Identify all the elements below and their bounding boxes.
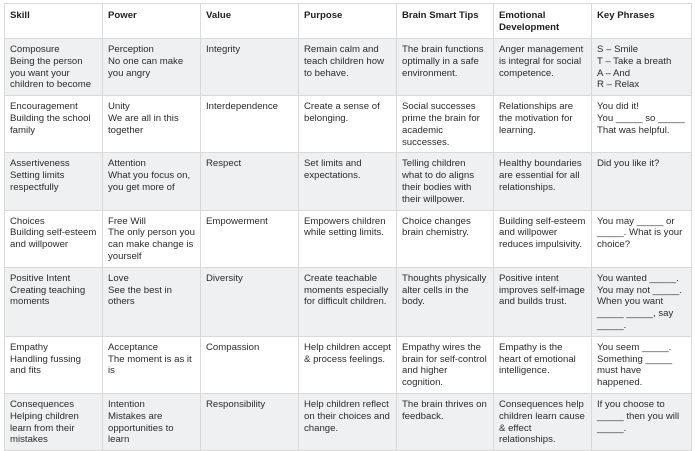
- cell-text-line: Building self-esteem and willpower: [10, 227, 97, 251]
- brain-smart-tip-cell: [397, 210, 494, 267]
- brain-smart-tip-cell: [397, 96, 494, 153]
- cell-text-line: Building self-esteem and willpower reduces impulsivity.: [499, 215, 586, 251]
- cell-text-line: Responsibility: [206, 398, 266, 410]
- cell-text-line: The only person you can make change is yourself: [108, 227, 195, 262]
- header-emotional-development: Emotional Development: [494, 4, 592, 39]
- cell-text-line: Help children accept & process feelings.: [304, 341, 391, 365]
- key-phrases-cell: [592, 267, 692, 336]
- value-cell: [201, 393, 299, 450]
- table-row: [5, 96, 692, 153]
- key-phrases-cell: [592, 39, 692, 96]
- table-row: [5, 336, 692, 393]
- value-cell: [201, 336, 299, 393]
- cell-text-line: Intention: [108, 398, 145, 410]
- cell-text-line: The moment is as it is: [108, 353, 192, 377]
- cell-text-line: Choices: [10, 215, 45, 227]
- table-row: [5, 393, 692, 450]
- key-phrases-cell: [592, 153, 692, 210]
- cell-text-line: R – Relax: [597, 79, 640, 91]
- value-cell: [201, 210, 299, 267]
- purpose-cell: [299, 210, 397, 267]
- table-header: [5, 4, 692, 39]
- table-row: [5, 210, 692, 267]
- emotional-development-cell: [494, 336, 592, 393]
- skill-cell: [5, 267, 103, 336]
- cell-text-line: Empathy: [10, 341, 48, 353]
- brain-smart-tip-cell: [397, 267, 494, 336]
- cell-text-line: Empowers children while setting limits.: [304, 215, 386, 239]
- cell-text-line: Diversity: [206, 272, 243, 284]
- table-row: [5, 153, 692, 210]
- power-cell: [103, 153, 201, 210]
- cell-text-line: Consequences help children learn cause & effect relationships.: [499, 398, 585, 446]
- value-cell: [201, 39, 299, 96]
- skill-cell: [5, 153, 103, 210]
- cell-text-line: Encouragement: [10, 101, 78, 113]
- cell-text-line: Choice changes brain chemistry.: [402, 215, 471, 239]
- cell-text-line: Compassion: [206, 341, 260, 353]
- key-phrases-cell: [592, 210, 692, 267]
- cell-text-line: That was helpful.: [597, 124, 670, 136]
- brain-smart-tip-cell: [397, 336, 494, 393]
- table-row: [5, 267, 692, 336]
- cell-text-line: Building the school family: [10, 112, 91, 136]
- cell-text-line: Anger management is integral for social competence.: [499, 44, 584, 79]
- power-cell: [103, 393, 201, 450]
- cell-text-line: Empathy is the heart of emotional intelligence.: [499, 341, 576, 377]
- header-brain-smart-tips: Brain Smart Tips: [397, 4, 494, 39]
- header-key-phrases: Key Phrases: [592, 4, 692, 39]
- header-purpose: Purpose: [299, 4, 397, 39]
- cell-text-line: A – And: [597, 67, 631, 79]
- purpose-cell: [299, 393, 397, 450]
- cell-text-line: Create teachable moments especially for difficult children.: [304, 272, 389, 308]
- cell-text-line: Love: [108, 272, 129, 284]
- cell-text-line: Attention: [108, 158, 146, 170]
- key-phrases-cell: [592, 393, 692, 450]
- skill-cell: [5, 393, 103, 450]
- cell-text-line: What you focus on, you get more of: [108, 170, 191, 193]
- emotional-development-cell: [494, 153, 592, 210]
- cell-text-line: You may _____ or _____. What is your choice?: [597, 215, 683, 251]
- cell-text-line: Relationships are the motivation for learning.: [499, 101, 574, 136]
- cell-text-line: See the best in others: [108, 284, 173, 308]
- power-cell: [103, 210, 201, 267]
- power-cell: [103, 336, 201, 393]
- cell-text-line: Creating teaching moments: [10, 284, 86, 308]
- cell-text-line: S – Smile: [597, 44, 639, 55]
- cell-text-line: Being the person you want your children to become: [10, 55, 92, 91]
- cell-text-line: Composure: [10, 44, 60, 55]
- cell-text-line: Positive intent improves self-image and builds trust.: [499, 272, 585, 308]
- skill-cell: [5, 210, 103, 267]
- cell-text-line: Empowerment: [206, 215, 268, 227]
- emotional-development-cell: [494, 393, 592, 450]
- emotional-development-cell: [494, 210, 592, 267]
- brain-smart-tip-cell: [397, 153, 494, 210]
- cell-text-line: Telling children what to do aligns their bodies with their willpower.: [402, 158, 474, 205]
- cell-text-line: Remain calm and teach children how to behave.: [304, 44, 384, 79]
- emotional-development-cell: [494, 39, 592, 96]
- purpose-cell: [299, 96, 397, 153]
- cell-text-line: Acceptance: [108, 341, 159, 353]
- cell-text-line: You seem _____.: [597, 341, 672, 353]
- cell-text-line: Empathy wires the brain for self-control and higher cognition.: [402, 341, 487, 389]
- key-phrases-cell: [592, 336, 692, 393]
- cell-text-line: Positive Intent: [10, 272, 71, 284]
- purpose-cell: [299, 336, 397, 393]
- cell-text-line: T – Take a breath: [597, 55, 672, 67]
- purpose-cell: [299, 267, 397, 336]
- conscious-discipline-skills-table: [4, 3, 692, 451]
- cell-text-line: Set limits and expectations.: [304, 158, 362, 182]
- cell-text-line: You wanted _____. You may not _____. When you want _____ _____, say _____.: [597, 272, 682, 331]
- cell-text-line: Something _____ must have happened.: [597, 353, 673, 389]
- skill-cell: [5, 336, 103, 393]
- table-row: [5, 39, 692, 96]
- cell-text-line: Thoughts physically alter cells in the body.: [402, 272, 487, 308]
- purpose-cell: [299, 39, 397, 96]
- key-phrases-cell: [592, 96, 692, 153]
- cell-text-line: The brain functions optimally in a safe environment.: [402, 44, 484, 79]
- header-value: Value: [201, 4, 299, 39]
- cell-text-line: If you choose to _____ then you will _____.: [597, 398, 680, 434]
- cell-text-line: Unity: [108, 101, 130, 113]
- cell-text-line: Helping children learn from their mistakes: [10, 410, 79, 446]
- value-cell: [201, 96, 299, 153]
- cell-text-line: We are all in this together: [108, 112, 179, 136]
- skill-cell: [5, 39, 103, 96]
- cell-text-line: The brain thrives on feedback.: [402, 398, 487, 422]
- power-cell: [103, 39, 201, 96]
- cell-text-line: Respect: [206, 158, 242, 170]
- cell-text-line: No one can make you angry: [108, 55, 184, 79]
- cell-text-line: Healthy boundaries are essential for all relationships.: [499, 158, 582, 193]
- value-cell: [201, 153, 299, 210]
- cell-text-line: You _____ so _____: [597, 112, 685, 124]
- emotional-development-cell: [494, 96, 592, 153]
- cell-text-line: Interdependence: [206, 101, 279, 113]
- brain-smart-tip-cell: [397, 39, 494, 96]
- header-skill: Skill: [5, 4, 103, 39]
- power-cell: [103, 267, 201, 336]
- cell-text-line: Create a sense of belonging.: [304, 101, 380, 124]
- cell-text-line: Perception: [108, 44, 154, 55]
- header-power: Power: [103, 4, 201, 39]
- purpose-cell: [299, 153, 397, 210]
- cell-text-line: Did you like it?: [597, 158, 660, 170]
- brain-smart-tip-cell: [397, 393, 494, 450]
- skill-cell: [5, 96, 103, 153]
- cell-text-line: Consequences: [10, 398, 75, 410]
- cell-text-line: Integrity: [206, 44, 241, 55]
- emotional-development-cell: [494, 267, 592, 336]
- table-body: [5, 39, 692, 451]
- cell-text-line: Mistakes are opportunities to learn: [108, 410, 174, 446]
- cell-text-line: Help children reflect on their choices and change.: [304, 398, 390, 434]
- cell-text-line: Handling fussing and fits: [10, 353, 81, 377]
- cell-text-line: Social successes prime the brain for academic successes.: [402, 101, 480, 148]
- value-cell: [201, 267, 299, 336]
- cell-text-line: Free Will: [108, 215, 146, 227]
- cell-text-line: You did it!: [597, 101, 639, 113]
- cell-text-line: Setting limits respectfully: [10, 170, 65, 193]
- cell-text-line: Assertiveness: [10, 158, 70, 170]
- power-cell: [103, 96, 201, 153]
- header-row: [5, 4, 692, 39]
